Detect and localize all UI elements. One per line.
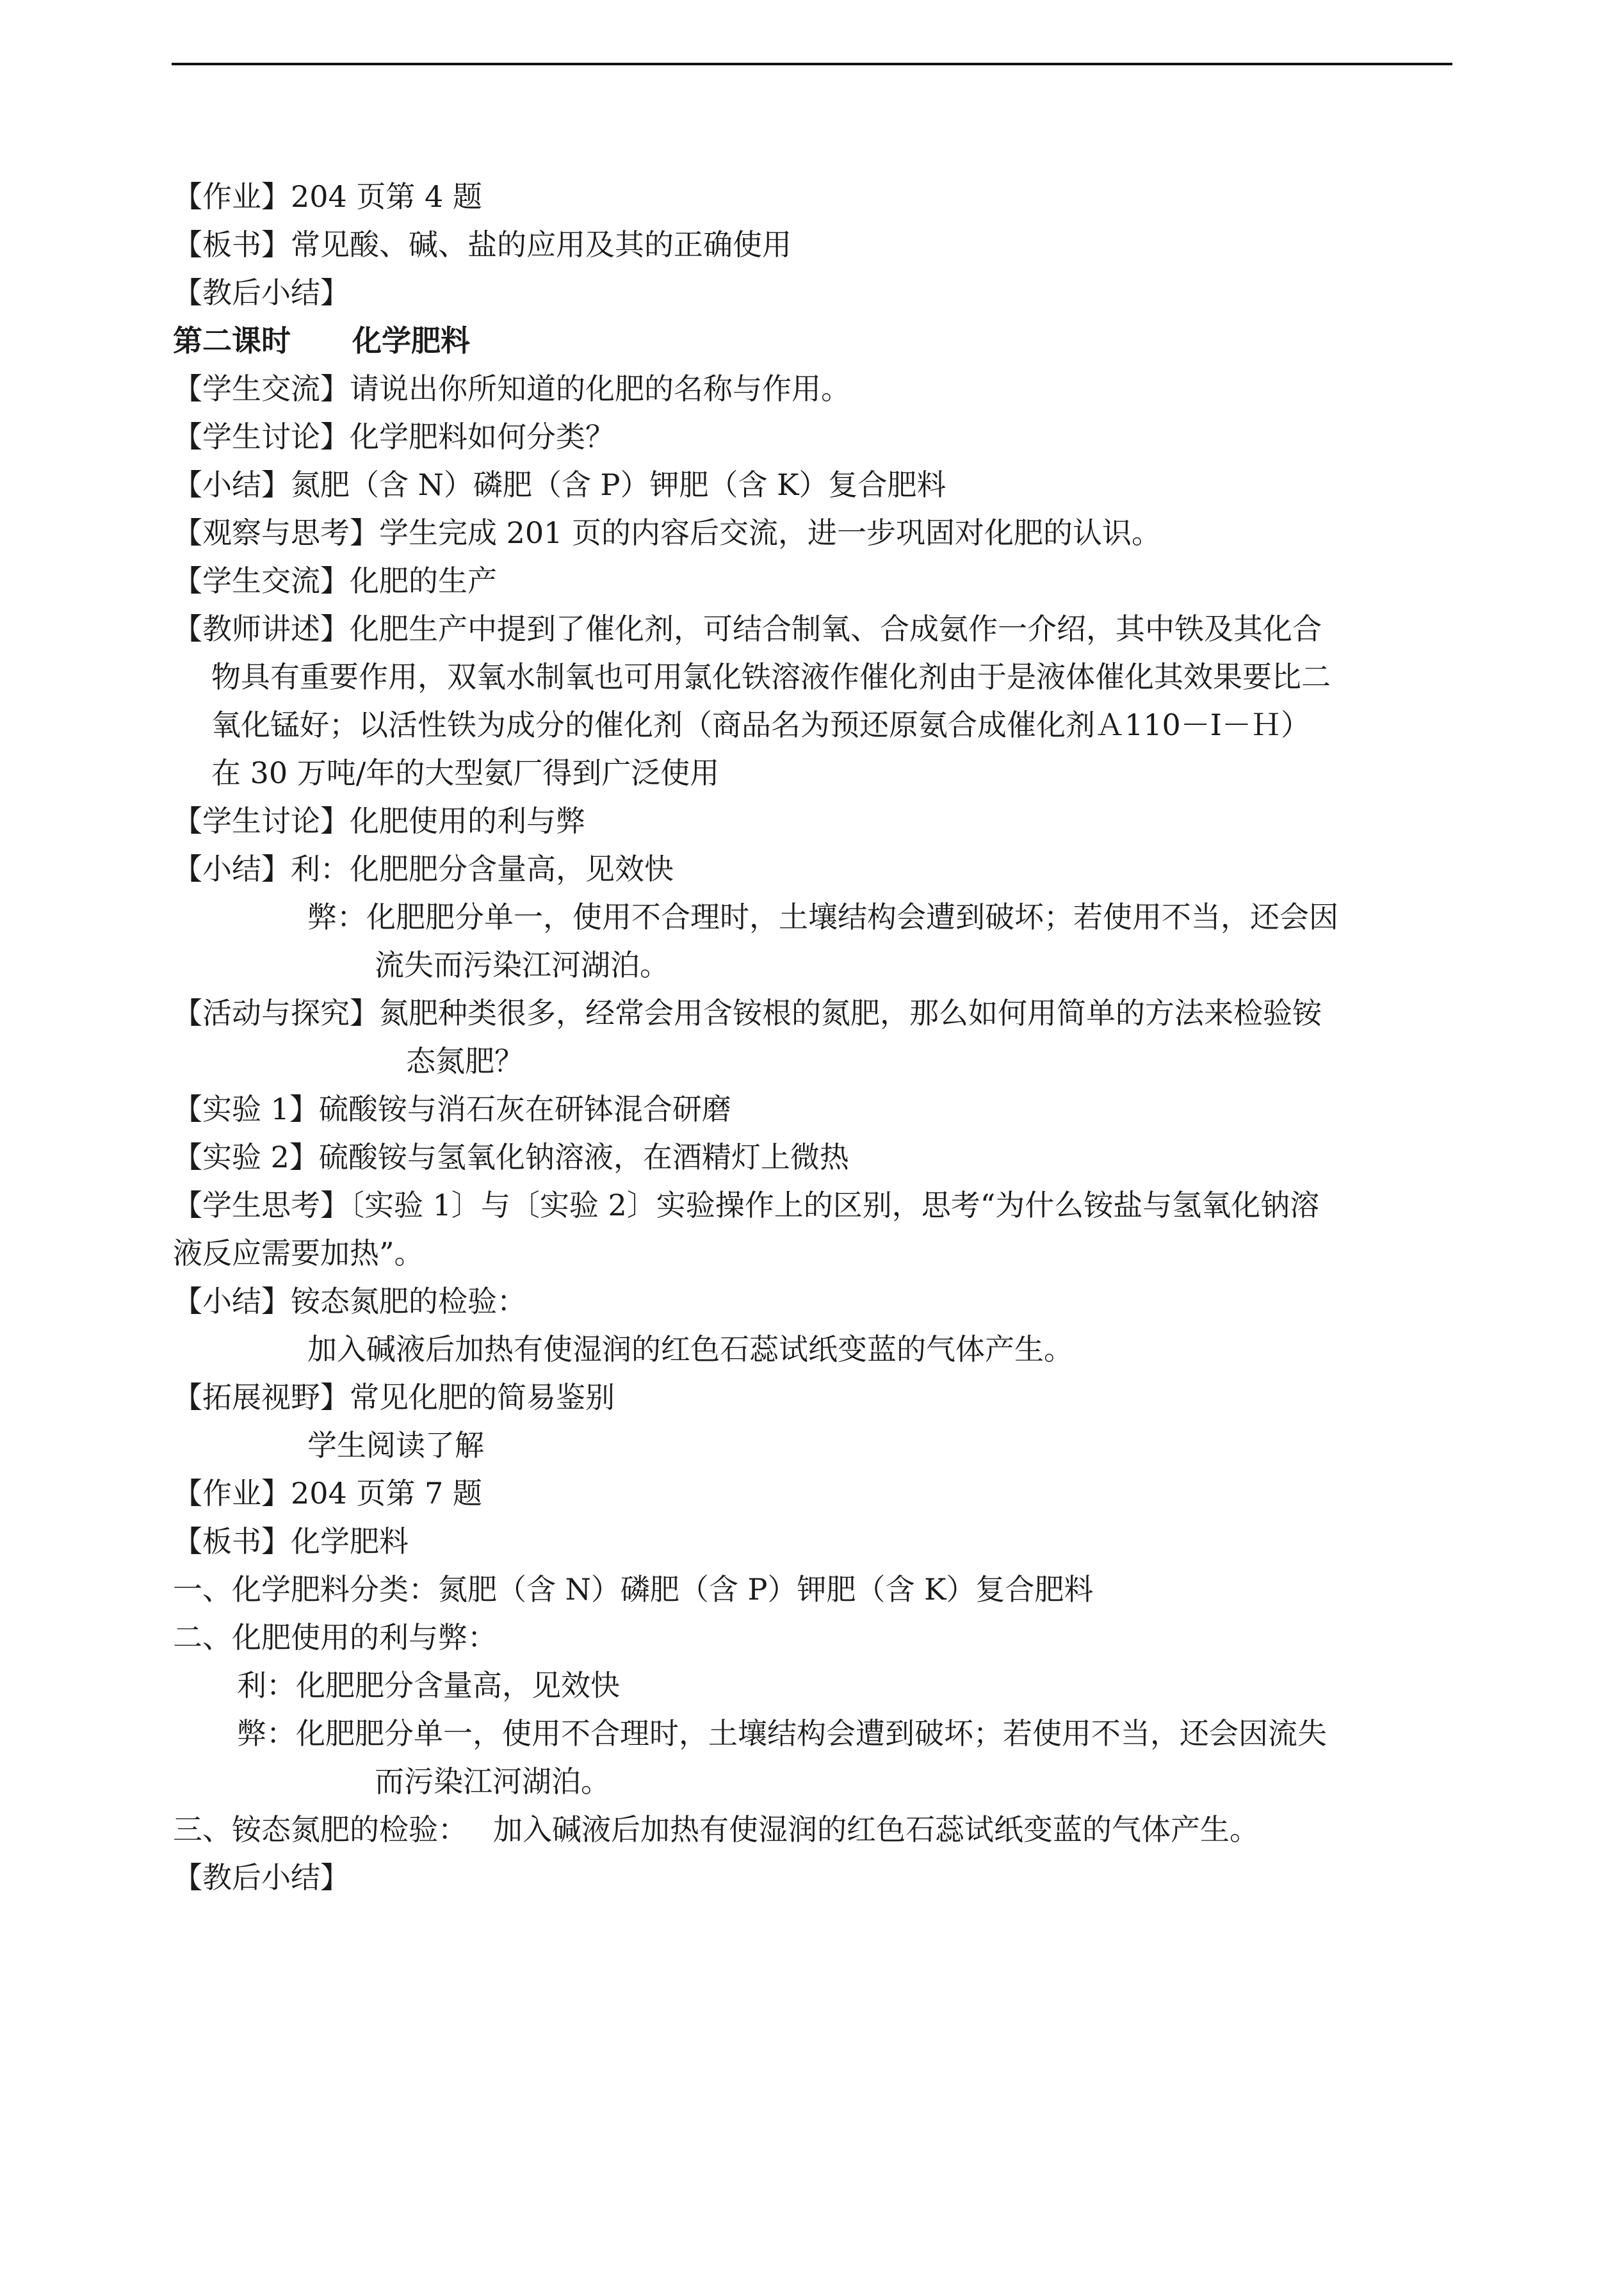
text-line: 态氮肥？ [406,1044,524,1078]
text-line: 一、化学肥料分类：氮肥（含 N）磷肥（含 P）钾肥（含 K）复合肥料 [173,1572,1094,1607]
text-line: 【学生讨论】化学肥料如何分类？ [173,419,615,454]
lesson-topic: 化学肥料 [352,323,470,358]
text-line: 【板书】化学肥料 [173,1524,409,1559]
text-line: 氧化锰好；以活性铁为成分的催化剂（商品名为预还原氨合成催化剂Ａ110－Ⅰ－Ｈ） [211,708,1310,742]
section-heading [173,317,1460,365]
text-line: 在 30 万吨/年的大型氨厂得到广泛使用 [211,756,720,790]
post-lesson-summary-line: 【教后小结】 [173,1860,350,1895]
header-rule [172,63,1452,65]
text-line: 【小结】铵态氮肥的检验： [173,1284,526,1318]
detection-label: 三、铵态氮肥的检验： [173,1812,467,1847]
detection-line [173,1806,1460,1854]
post-lesson-summary-line: 【教后小结】 [173,275,350,310]
text-line: 加入碱液后加热有使湿润的红色石蕊试纸变蓝的气体产生。 [307,1332,1073,1366]
text-line: 【拓展视野】常见化肥的简易鉴别 [173,1380,615,1415]
blackboard-line: 【板书】常见酸、碱、盐的应用及其的正确使用 [173,227,792,262]
text-line: 液反应需要加热”。 [173,1236,424,1270]
text-line: 【学生思考】〔实验 1〕与〔实验 2〕实验操作上的区别，思考“为什么铵盐与氢氧化钠溶 [173,1188,1320,1222]
text-line: 弊：化肥肥分单一，使用不合理时，土壤结构会遭到破坏；若使用不当，还会因 [307,900,1338,934]
detection-text: 加入碱液后加热有使湿润的红色石蕊试纸变蓝的气体产生。 [493,1812,1259,1847]
text-line: 【学生交流】请说出你所知道的化肥的名称与作用。 [173,371,850,406]
text-line: 【小结】利：化肥肥分含量高，见效快 [173,852,674,886]
text-line: 利：化肥肥分含量高，见效快 [237,1668,620,1703]
document-body [173,173,1460,1902]
text-line: 【活动与探究】氮肥种类很多，经常会用含铵根的氮肥，那么如何用简单的方法来检验铵 [173,996,1322,1030]
text-line: 【学生交流】化肥的生产 [173,564,497,598]
text-line: 【实验 2】硫酸铵与氢氧化钠溶液，在酒精灯上微热 [173,1140,849,1174]
text-line: 【作业】204 页第 7 题 [173,1476,482,1511]
text-line: 学生阅读了解 [307,1428,484,1463]
lesson-number: 第二课时 [173,323,291,358]
text-line: 弊：化肥肥分单一，使用不合理时，土壤结构会遭到破坏；若使用不当，还会因流失 [237,1716,1327,1751]
text-line: 【学生讨论】化肥使用的利与弊 [173,804,585,838]
text-line: 【实验 1】硫酸铵与消石灰在研钵混合研磨 [173,1092,731,1126]
text-line: 而污染江河湖泊。 [375,1764,610,1799]
text-line: 【观察与思考】学生完成 201 页的内容后交流，进一步巩固对化肥的认识。 [173,515,1162,550]
text-line: 物具有重要作用，双氧水制氧也可用氯化铁溶液作催化剂由于是液体催化其效果要比二 [211,660,1331,694]
text-line: 【教师讲述】化肥生产中提到了催化剂，可结合制氧、合成氨作一介绍，其中铁及其化合 [173,612,1322,646]
text-line: 流失而污染江河湖泊。 [375,948,669,982]
text-line: 【小结】氮肥（含 N）磷肥（含 P）钾肥（含 K）复合肥料 [173,467,946,502]
text-line: 二、化肥使用的利与弊： [173,1620,497,1655]
homework-line: 【作业】204 页第 4 题 [173,179,482,214]
